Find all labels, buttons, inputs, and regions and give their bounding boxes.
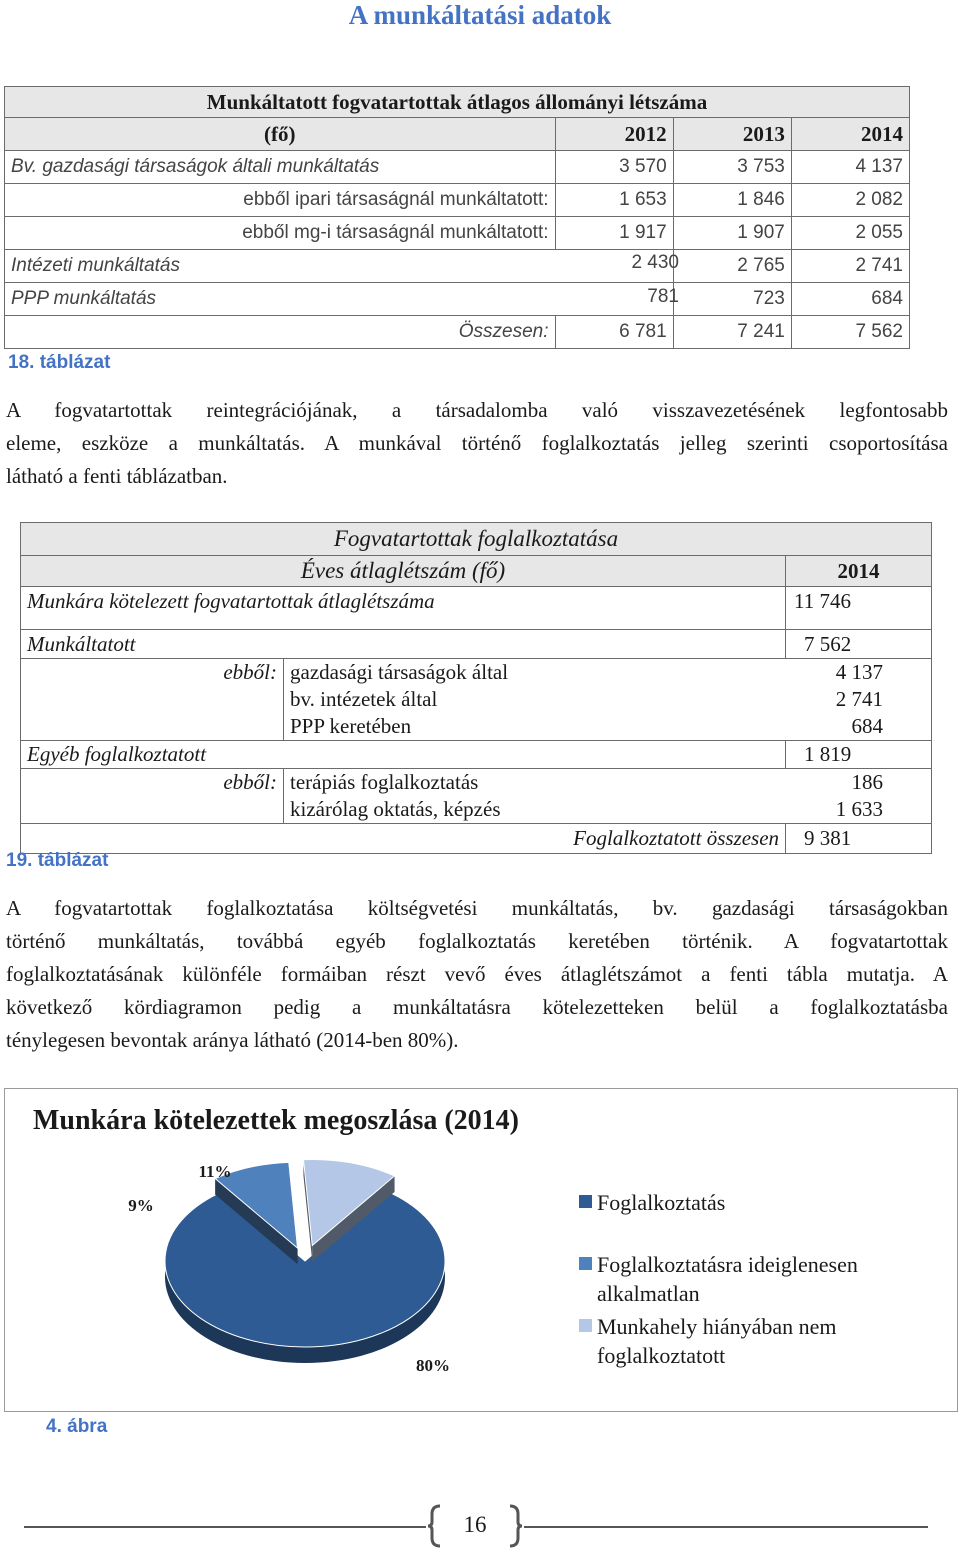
legend-label: Munkahely hiányában nem	[597, 1314, 837, 1339]
cell-value: 1 907	[673, 217, 791, 250]
pie-chart-frame	[4, 1088, 958, 1412]
pie-data-label: 11%	[198, 1162, 232, 1181]
row-label: Bv. gazdasági társaságok általi munkáltatás	[5, 151, 556, 184]
figure-caption: 4. ábra	[46, 1416, 108, 1437]
table-18	[4, 86, 910, 349]
row-label: PPP munkáltatás	[5, 283, 674, 316]
paragraph-line: történő munkáltatás, továbbá egyéb foglalkoztatás keretében történik. A fogvatartottak	[6, 929, 948, 953]
cell-value: 7 562	[791, 316, 909, 349]
table-title: Munkáltatott fogvatartottak átlagos állományi létszáma	[5, 87, 910, 118]
cell-value: 3 570	[555, 151, 673, 184]
table-title: Fogvatartottak foglalkoztatása	[21, 523, 932, 556]
row-label: Munkára kötelezett fogvatartottak átlaglétszáma	[21, 587, 786, 616]
row-label: ebből mg-i társaságnál munkáltatott:	[5, 217, 556, 250]
table-row	[21, 587, 932, 616]
cell-value: 7 241	[673, 316, 791, 349]
paragraph	[6, 892, 948, 1057]
cell-value: 2 082	[791, 184, 909, 217]
legend-label: alkalmatlan	[597, 1281, 700, 1306]
legend-swatch	[579, 1257, 592, 1270]
cell-value: 7 562	[786, 630, 932, 659]
cell-value: 1 917	[555, 217, 673, 250]
paragraph-line: A fogvatartottak foglalkoztatása költségvetési munkáltatás, bv. gazdasági társaságokban	[6, 896, 948, 920]
legend-swatch	[579, 1319, 592, 1332]
row-label: bv. intézetek által	[284, 686, 786, 713]
cell-value: 684	[791, 283, 909, 316]
header-label: Éves átlaglétszám (fő)	[21, 556, 786, 587]
paragraph-line: eleme, eszköze a munkáltatás. A munkával történő foglalkoztatás jelleg szerinti csoportosítása	[6, 431, 948, 455]
ebbol-label: ebből:	[21, 769, 284, 797]
row-label: PPP keretében	[284, 713, 786, 741]
spacer-row	[21, 615, 932, 630]
cell-value: 1 653	[555, 184, 673, 217]
table-19	[20, 522, 932, 854]
table-row	[21, 686, 932, 713]
paragraph-line: látható a fenti táblázatban.	[6, 464, 228, 488]
pie-chart	[5, 1089, 957, 1411]
paragraph-line: ténylegesen bevontak aránya látható (2014-ben 80%).	[6, 1028, 459, 1052]
cell-value: 2 765	[673, 250, 791, 283]
cell-value: 1 846	[673, 184, 791, 217]
row-label: Egyéb foglalkoztatott	[21, 741, 786, 769]
paragraph-line: foglalkoztatásának különféle formáiban részt vevő éves átlaglétszámot a fenti tábla mutatja. A	[6, 962, 948, 986]
cell-value: 1 633	[786, 796, 932, 824]
row-label: ebből ipari társaságnál munkáltatott:	[5, 184, 556, 217]
cell-value: 186	[786, 769, 932, 797]
table-header-row	[5, 118, 910, 151]
cell-value: 1 819	[786, 741, 932, 769]
cell-value: 6 781	[555, 316, 673, 349]
table-caption: 18. táblázat	[8, 352, 111, 373]
cell-value: 2 055	[791, 217, 909, 250]
cell-value: 9 381	[786, 824, 932, 854]
table-total-row	[21, 824, 932, 854]
paragraph-line: következő kördiagramon pedig a munkáltatásra kötelezetteken belül a foglalkoztatásba	[6, 995, 948, 1019]
cell-value: 684	[786, 713, 932, 741]
year-header: 2014	[786, 556, 932, 587]
table-row	[21, 659, 932, 687]
footer-divider	[24, 1526, 426, 1528]
table-row	[21, 796, 932, 824]
footer-divider	[524, 1526, 928, 1528]
table-row	[5, 184, 910, 217]
table-row	[5, 151, 910, 184]
paragraph-line: A fogvatartottak reintegrációjának, a társadalomba való visszavezetésének legfontosabb	[6, 398, 948, 422]
row-label: gazdasági társaságok által	[284, 659, 786, 687]
table-total-row	[5, 316, 910, 349]
total-label: Foglalkoztatott összesen	[21, 824, 786, 854]
table-row	[5, 250, 910, 283]
table-row	[21, 741, 932, 769]
pie-data-label: 80%	[416, 1356, 450, 1375]
page-heading: A munkáltatási adatok	[348, 0, 612, 30]
pie-data-label: 9%	[128, 1196, 154, 1215]
page-number: 16	[463, 1512, 487, 1537]
year-header: 2012	[555, 118, 673, 151]
row-label: kizárólag oktatás, képzés	[284, 796, 786, 824]
cell-value: 781	[647, 286, 679, 307]
chart-title: Munkára kötelezettek megoszlása (2014)	[33, 1105, 520, 1136]
table-caption: 19. táblázat	[6, 850, 109, 871]
cell-value: 2 741	[791, 250, 909, 283]
total-label: Összesen:	[5, 316, 556, 349]
table-header-row	[21, 556, 932, 587]
cell-value: 2 430	[631, 252, 679, 273]
cell-value: 4 137	[791, 151, 909, 184]
legend-label: Foglalkoztatásra ideiglenesen	[597, 1252, 858, 1277]
cell-value: 4 137	[786, 659, 932, 687]
table-row	[21, 630, 932, 659]
ebbol-label: ebből:	[21, 659, 284, 687]
table-row	[5, 217, 910, 250]
table-header-row	[5, 87, 910, 118]
table-row	[21, 713, 932, 741]
legend-label: foglalkoztatott	[597, 1343, 726, 1368]
table-header-row	[21, 523, 932, 556]
cell-value: 3 753	[673, 151, 791, 184]
row-label: Intézeti munkáltatás	[5, 250, 674, 283]
unit-label: (fő)	[5, 118, 556, 151]
legend-label: Foglalkoztatás	[597, 1190, 726, 1215]
table-row	[21, 769, 932, 797]
year-header: 2014	[791, 118, 909, 151]
table-row	[5, 283, 910, 316]
cell-value: 2 741	[786, 686, 932, 713]
row-label: terápiás foglalkoztatás	[284, 769, 786, 797]
cell-value: 723	[673, 283, 791, 316]
paragraph	[6, 394, 948, 493]
cell-value: 11 746	[786, 587, 932, 616]
row-label: Munkáltatott	[21, 630, 786, 659]
legend-swatch	[579, 1195, 592, 1208]
year-header: 2013	[673, 118, 791, 151]
